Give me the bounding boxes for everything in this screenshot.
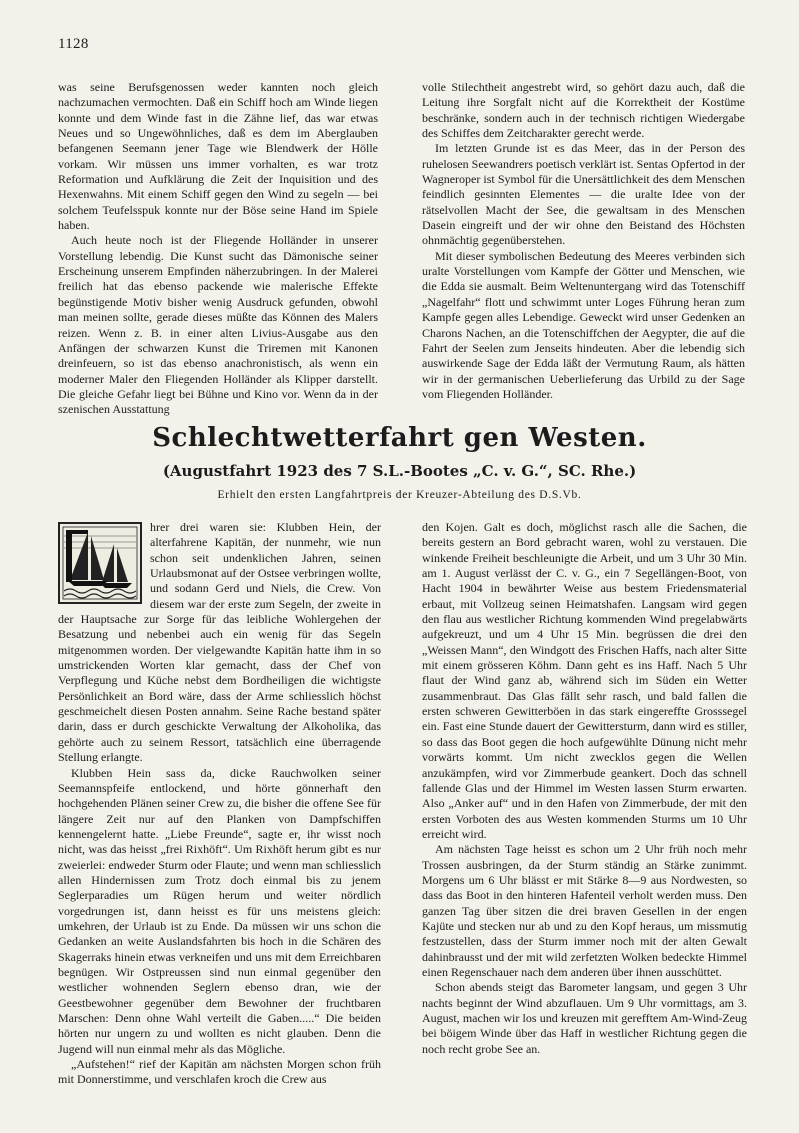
paragraph: den Kojen. Galt es doch, möglichst rasch alle die Sachen, die bereits gestern an Bord gebracht waren, wohl zu verstauen. Die winkende Freiheit beschleunigte die Arbeit, und um 3 Uhr 30 Min. am 1. August verlässt der C. v. G., ein 7 Segellängen-Boot, von Hacht 1904 in bewährter Weise aus bestem Friedensmaterial erbaut, mit Vollzeug seinen Heimatshafen. Langsam wird gegen den flau aus westlicher Richtung kommenden Wind pregelabwärts aufgekreuzt, und um 4 Uhr 15 Min. begrüssen die drei den „Weissen Mann“, den Windgott des Frischen Haffs, nach alter Sitte mit einem grösseren Köhm. Dann geht es ins Haff. Nach 5 Uhr flaut der Wind ganz ab, während sich im Süden ein Wetter zusammenbraut. Das Glas fällt sehr rasch, und bald fallen die ersten schweren Gewitterböen in das stark eingereffte Grosssegel ein. Fast eine Stunde dauert der Gewittersturm, dann wird es stiller, so dass das Boot gegen die hoch aufgewühlte Dünung nicht mehr vorwärts kommt. Um nicht zwecklos gegen die Wellen anzukämpfen, wird vor Zimmerbude geankert. Doch das schnell fallende Glas und der Himmel im Westen lassen Sturm erwarten. Also „Anker auf“ und in den Hafen von Zimmerbude, der mit den ersten Vorboten des aus Westen kommenden Sturms um 10 Uhr erreicht wird. — [422, 520, 747, 841]
paragraph: „Aufstehen!“ rief der Kapitän am nächsten Morgen schon früh mit Donnerstimme, und verschlafen kroch die Crew aus — [58, 1057, 381, 1087]
paragraph: volle Stilechtheit angestrebt wird, so gehört dazu auch, daß die Leitung ihre Sorgfalt nicht auf die Korrektheit der Kostüme beschränke, sondern auch in der technisch richtigen Wiedergabe des Schiffes dem Zeitcharakter gerecht werde. — [422, 80, 745, 141]
top-right-column — [422, 80, 745, 402]
paragraph: Im letzten Grunde ist es das Meer, das in der Person des ruhelosen Seewandrers poetisch verklärt ist. Sentas Opfertod in der Wagneroper ist Symbol für die Unersättlichkeit des dem Menschen feindlich gesinnten Elementes — die uralte Idee von der rätselvollen Macht der See, die gewaltsam in des Menschen Dasein eingreift und der wir ohne den Beistand des Höchsten ohnmächtig gegenüberstehen. — [422, 141, 745, 248]
paragraph: Mit dieser symbolischen Bedeutung des Meeres verbinden sich uralte Vorstellungen vom Kampfe der Götter und Menschen, wie die Edda sie ausmalt. Beim Weltenuntergang wird das Totenschiff „Nagelfahr“ flott und schwimmt unter Loges Führung heran zum Kampfe gegen alles Lebendige. Geweckt wird unser Gedenken an Charons Nachen, an die Totenschiffchen der Aegypter, die auf die Fahrt der Seelen zum Jenseits hindeuten. Aber die lebendig sich auswirkende Sage der Edda läßt der Vermutung Raum, als hätten wir in der germanischen Ueberlieferung das Urbild zu der Sage vom Fliegenden Holländer. — [422, 248, 745, 401]
top-left-column — [58, 80, 378, 418]
paragraph: Auch heute noch ist der Fliegende Holländer in unserer Vorstellung lebendig. Die Kunst sucht das Dämonische seiner Erscheinung unserem Empfinden näherzubringen. In der Malerei freilich hat das ebenso packende wie malerische Effekte begünstigende Motiv bisher wenig Ausdruck gefunden, obwohl man meinen sollte, gerade dieses müßte das Können des Malers reizen. Wenn z. B. in einer alten Livius-Ausgabe aus den Anfängen der schwarzen Kunst die Triremen mit Kanonen dreinfeuern, so ist das ebenso anachronistisch, als wenn ein moderner Maler den Fliegenden Holländer als Klipper darstellt. Die gleiche Gefahr liegt bei Bühne und Kino vor. Wenn da in der szenischen Ausstattung — [58, 233, 378, 417]
first-paragraph — [58, 520, 381, 766]
paragraph: Klubben Hein sass da, dicke Rauchwolken seiner Seemannspfeife entlockend, und hörte gönnerhaft den hochgehenden Plänen seiner Crew zu, die bisher die offene See für längere Zeit nur auf den Planken von Dampfschiffen kennengelernt hatte. „Liebe Freunde“, sagte er, ihr wisst noch nicht, was das heisst „frei Rixhöft“. Um Rixhöft herum gibt es nur zweierlei: endweder Sturm oder Flaute; und wenn man schliesslich allen Hindernissen zum Trotz doch einmal bis zu jenem Seglerparadies um Rügen herum und weiter nördlich vorgedrungen ist, dann heisst es für uns meistens gleich: umkehren, der Urlaub ist zu Ende. Da müssen wir uns schon die Gedanken an weite Auslandsfahrten bis hoch in die Schären des Skagerraks hinein etwas verkneifen und uns mit dem Erreichbaren begnügen. Wir Ostpreussen sind nun einmal gegenüber den westlicher wohnenden Seglern ebenso dran, wie der Geestbewohner gegenüber dem Bewohner der fruchtbaren Marschen: Denn ohne Wahl verteilt die Gaben.....“ Die beiden hörten nur ungern zu und wollten es nicht glauben. Denn die Jugend will nun einmal mehr als das Mögliche. — [58, 765, 381, 1056]
article-subtitle: (Augustfahrt 1923 des 7 S.L.-Bootes „C. v. G.“, SC. Rhe.) — [162, 462, 637, 480]
sailboats-woodcut-initial-icon — [58, 522, 142, 604]
first-paragraph-text: hrer drei waren sie: Klubben Hein, der alterfahrene Kapitän, der nunmehr, wie nun schon seit undenklichen Jahren, seinen Urlaubsmonat auf der Ostsee verbringen wollte, und sodann Gerd und Niels, die Crew. Von diesem war der erste zum Segeln, der zweite in der Hauptsache zur Sorge für das leibliche Wohlergehen der Besatzung und nebenbei auch ein wenig für das Segeln mitgenommen worden. Der vielgewandte Kapitän hatte ihm in so umstrickenden Worten klar gemacht, dass der Chef von Verpflegung und Küche nebst dem Bordheiligen die wichtigste Persönlichkeit an Bord wäre, dass der Arme schliesslich höchst geschmeichelt diesen Posten annahm. Seine Rache bestand später darin, dass er durch geschickte Verwaltung der Alkoholika, das gehörte auch zu seinem Ressort, tatsächlich eine überragende Stellung erlangte. — [58, 520, 381, 765]
article-note: Erhielt den ersten Langfahrtpreis der Kreuzer-Abteilung des D.S.Vb. — [217, 489, 582, 501]
page-number: 1128 — [58, 36, 89, 52]
paragraph: Am nächsten Tage heisst es schon um 2 Uhr früh noch mehr Trossen ausbringen, da der Sturm ständig an Stärke zunimmt. Morgens um 6 Uhr blässt er mit Stärke 8—9 aus Nordwesten, so dass das Boot in den hinteren Hafenteil verholt werden muss. Den ganzen Tag über sitzen die drei braven Gesellen in der engen Kajüte und stecken nur ab und zu den Kopf heraus, um missmutig festzustellen, dass der Sturm immer noch mit der alten Gewalt dahinbrausst und der mit wild zerfetzten Wolken bedeckte Himmel einen Regenschauer nach dem anderen über ihnen ausschüttet. — [422, 842, 747, 979]
article-title: Schlechtwetterfahrt gen Westen. — [152, 423, 647, 453]
paragraph: Schon abends steigt das Barometer langsam, und gegen 3 Uhr nachts beginnt der Wind abzuflauen. Um 9 Uhr vormittags, am 3. August, machen wir los und kreuzen mit gerefftem Am-Wind-Zeug bei böigem Winde über das Haff in westlicher Richtung gegen die noch recht grobe See an. — [422, 980, 747, 1056]
article-left-column — [58, 520, 381, 1088]
paragraph: was seine Berufsgenossen weder kannten noch gleich nachzumachen vermochten. Daß ein Schiff hoch am Winde liegen konnte und dem Winde fast in die Zähne lief, das war etwas Neues und so Ungewöhnliches, daß es dem im Aberglauben befangenen Seemann jener Tage wie Blendwerk der Hölle vorkam. Wir müssen uns immer vorhalten, es war trotz Reformation und Aufklärung die Zeit der Inquisition und des Hexenwahns. Mit einem Schiff gegen den Wind zu segeln — bei solchem Teufelsspuk konnte nur der Böse seine Hand im Spiele haben. — [58, 80, 378, 233]
article-right-column — [422, 520, 747, 1057]
